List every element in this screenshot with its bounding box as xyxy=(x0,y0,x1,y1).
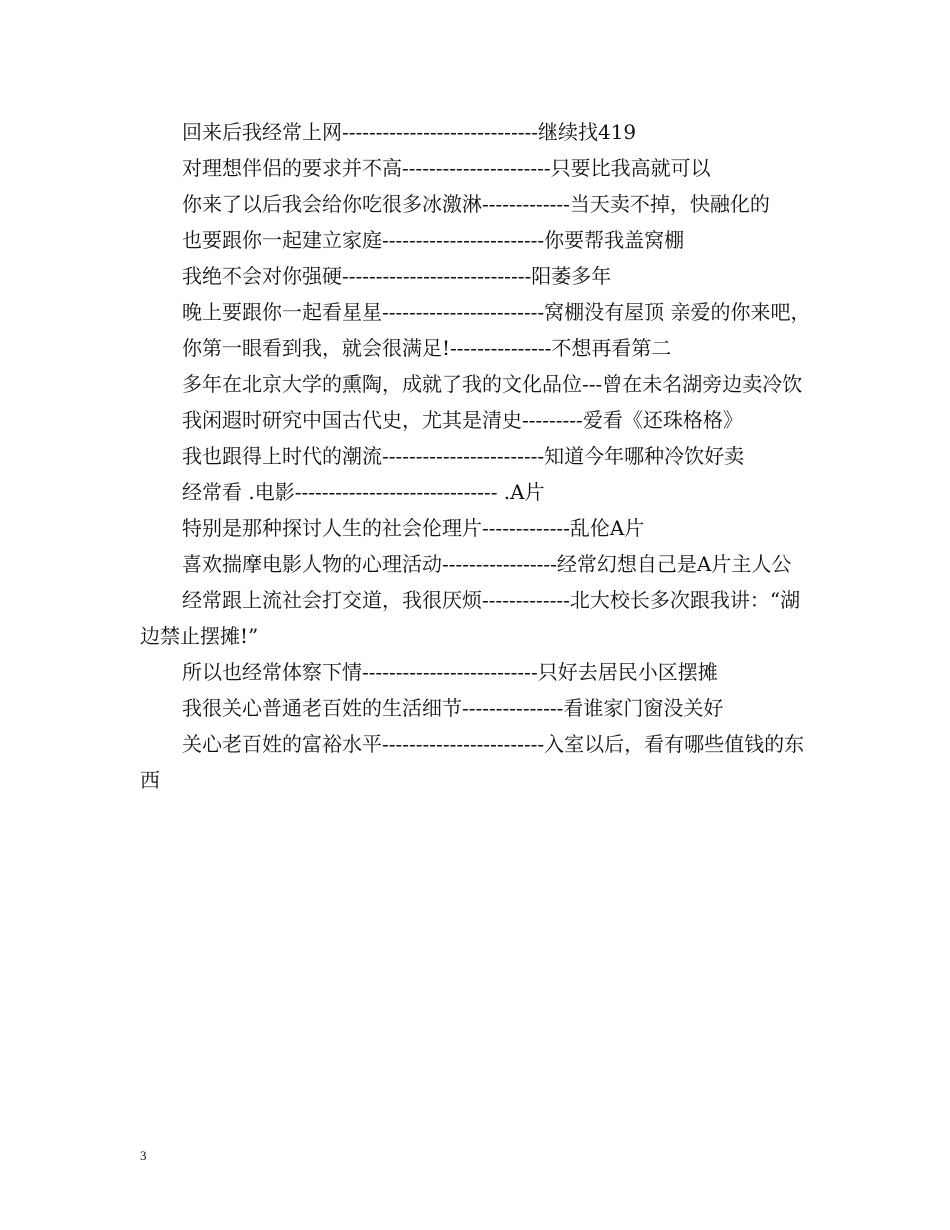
text-line: 你来了以后我会给你吃很多冰激淋-------------当天卖不掉，快融化的 xyxy=(182,192,770,216)
text-line: 我很关心普通老百姓的生活细节---------------看谁家门窗没关好 xyxy=(182,696,724,720)
text-line: 我也跟得上时代的潮流------------------------知道今年哪种冷饮好卖 xyxy=(182,444,745,468)
page-number: 3 xyxy=(140,1148,147,1163)
text-line: 也要跟你一起建立家庭------------------------你要帮我盖窝棚 xyxy=(182,228,685,252)
text-line: 特别是那种探讨人生的社会伦理片-------------乱伦A片 xyxy=(182,516,645,540)
text-line: 喜欢揣摩电影人物的心理活动-----------------经常幻想自己是A片主人公 xyxy=(182,552,792,576)
text-line: 经常跟上流社会打交道，我很厌烦-------------北大校长多次跟我讲：“湖边禁止摆摊!” xyxy=(140,588,801,648)
text-line: 对理想伴侣的要求并不高----------------------只要比我高就可以 xyxy=(182,156,711,180)
text-line: 我绝不会对你强硬----------------------------阳萎多年 xyxy=(182,264,612,288)
text-line: 所以也经常体察下情--------------------------只好去居民小区摆摊 xyxy=(182,660,718,684)
text-line: 回来后我经常上网-----------------------------继续找419 xyxy=(182,120,637,144)
text-line: 晚上要跟你一起看星星------------------------窝棚没有屋顶 亲爱的你来吧， xyxy=(182,300,811,324)
text-line: 多年在北京大学的熏陶，成就了我的文化品位---曾在未名湖旁边卖冷饮 xyxy=(182,372,803,396)
text-line: 我闲遐时研究中国古代史，尤其是清史---------爱看《还珠格格》 xyxy=(182,408,743,432)
text-line: 你第一眼看到我，就会很满足!---------------不想再看第二 xyxy=(182,336,672,360)
document-body xyxy=(140,114,816,798)
text-line: 经常看 .电影------------------------------ .A片 xyxy=(182,480,545,504)
text-line: 关心老百姓的富裕水平------------------------入室以后，看有哪些值钱的东西 xyxy=(140,732,805,792)
